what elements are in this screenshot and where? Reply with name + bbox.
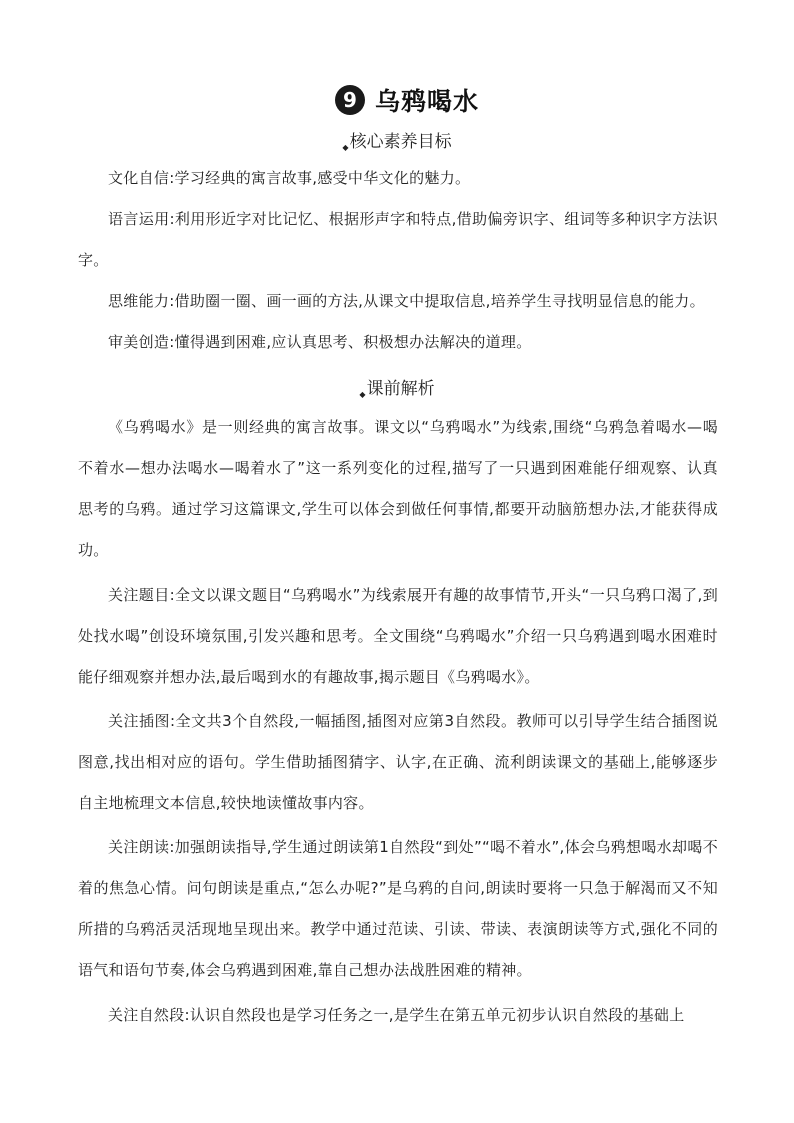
lesson-header bbox=[0, 80, 794, 120]
section-heading-text: 核心素养目标 bbox=[349, 132, 452, 152]
section-heading-analysis bbox=[0, 374, 794, 399]
section-heading-goals bbox=[0, 127, 794, 152]
goal-paragraph: 审美创造:懂得遇到困难,应认真思考、积极想办法解决的道理。 bbox=[108, 333, 532, 351]
diamond-bullet-icon: ◆ bbox=[359, 390, 366, 399]
diamond-bullet-icon: ◆ bbox=[342, 143, 349, 152]
lesson-number-badge: 9 bbox=[335, 85, 365, 115]
analysis-paragraph: 关注自然段:认识自然段也是学习任务之一,是学生在第五单元初步认识自然段的基础上 bbox=[108, 1006, 685, 1024]
analysis-paragraph: 关注题目:全文以课文题目“乌鸦喝水”为线索展开有趣的故事情节,开头“一只乌鸦口渴了,到处找水喝”创设环境氛围,引发兴趣和思考。全文围绕“乌鸦喝水”介绍一只乌鸦遇到喝水困难时能仔细观察并想办法,最后喝到水的有趣故事,揭示题目《乌鸦喝水》。 bbox=[78, 586, 718, 686]
goal-paragraph: 语言运用:利用形近字对比记忆、根据形声字和特点,借助偏旁识字、组词等多种识字方法识字。 bbox=[78, 210, 718, 269]
goal-paragraph: 文化自信:学习经典的寓言故事,感受中华文化的魅力。 bbox=[108, 169, 471, 187]
section-heading-text: 课前解析 bbox=[366, 379, 435, 399]
analysis-paragraph: 关注插图:全文共3个自然段,一幅插图,插图对应第3自然段。教师可以引导学生结合插图说图意,找出相对应的语句。学生借助插图猜字、认字,在正确、流利朗读课文的基础上,能够逐步自主地梳理文本信息,较快地读懂故事内容。 bbox=[78, 712, 718, 812]
goal-paragraph: 思维能力:借助圈一圈、画一画的方法,从课文中提取信息,培养学生寻找明显信息的能力。 bbox=[108, 292, 705, 310]
analysis-paragraph: 关注朗读:加强朗读指导,学生通过朗读第1自然段“到处”“喝不着水”,体会乌鸦想喝水却喝不着的焦急心情。问句朗读是重点,“怎么办呢?”是乌鸦的自问,朗读时要将一只急于解渴而又不知所措的乌鸦活灵活现地呈现出来。教学中通过范读、引读、带读、表演朗读等方式,强化不同的语气和语句节奏,体会乌鸦遇到困难,靠自己想办法战胜困难的精神。 bbox=[78, 838, 718, 979]
lesson-title: 乌鸦喝水 bbox=[374, 87, 479, 116]
analysis-paragraph: 《乌鸦喝水》是一则经典的寓言故事。课文以“乌鸦喝水”为线索,围绕“乌鸦急着喝水—喝不着水—想办法喝水—喝着水了”这一系列变化的过程,描写了一只遇到困难能仔细观察、认真思考的乌鸦。通过学习这篇课文,学生可以体会到做任何事情,都要开动脑筋想办法,才能获得成功。 bbox=[78, 418, 718, 559]
